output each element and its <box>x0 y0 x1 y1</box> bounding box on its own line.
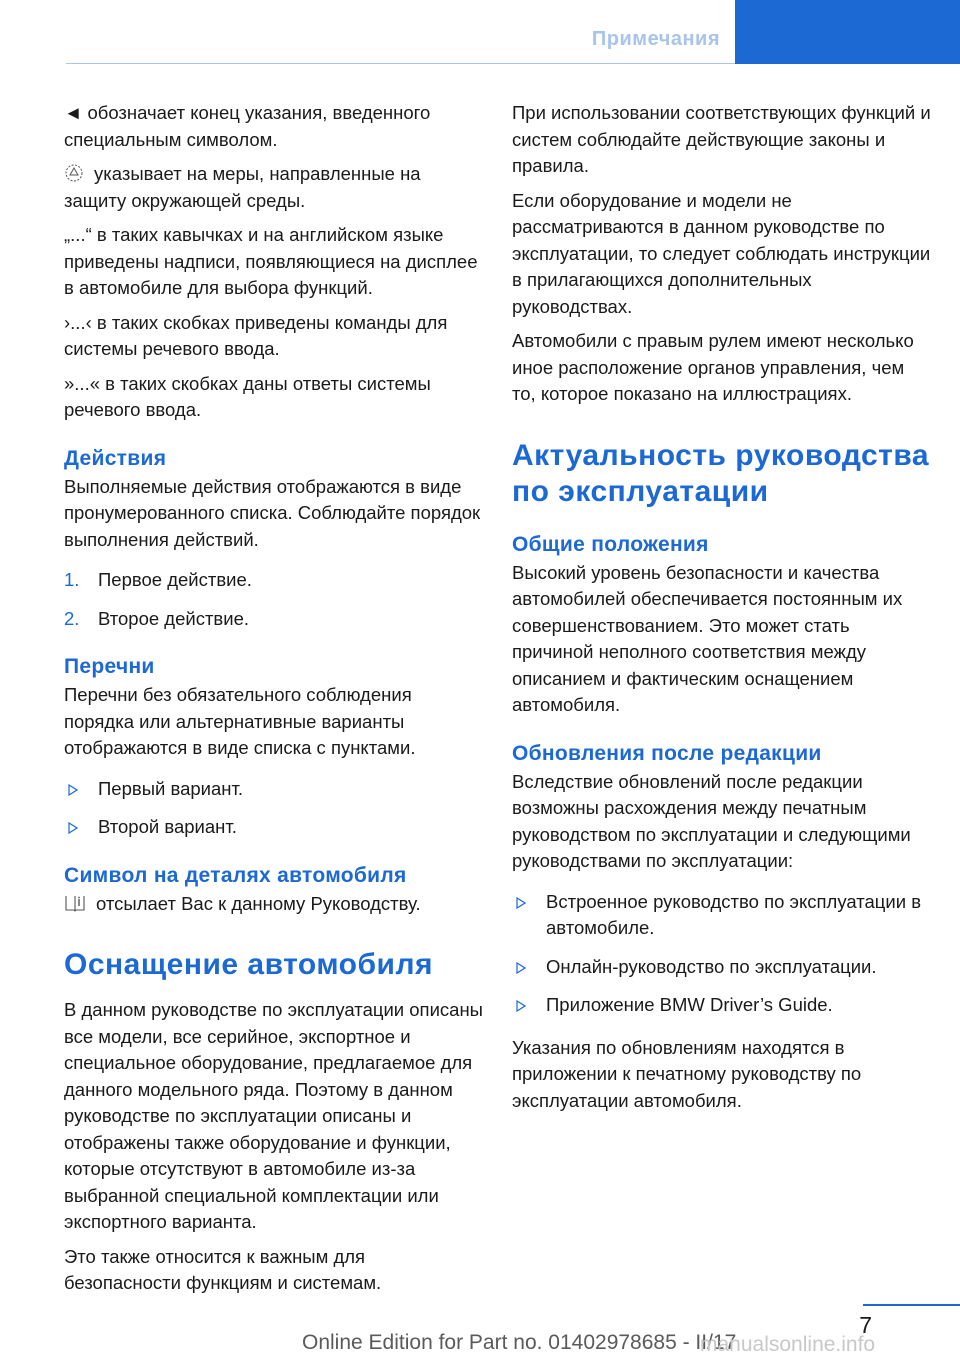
option-text: Второй вариант. <box>98 816 237 837</box>
symbol-heading: Символ на деталях автомобиля <box>64 863 407 887</box>
equipment-paragraph-1: В данном руководстве по эксплуатации описаны все модели, все серийное, экспортное и специальное оборудование, предлагаемое для данного модельного ряда. Поэтому в данном руководстве по эксплуатации описаны и отображены также оборудование и функции, которые отсутствуют в автомобиле из-за выбранной специальной комплектации или экспортного варианта. <box>64 999 483 1232</box>
guide-text: Онлайн-руководство по эксплуатации. <box>546 955 877 977</box>
actions-heading: Действия <box>64 446 167 470</box>
list-item <box>64 814 484 841</box>
footer-divider <box>863 1304 960 1306</box>
updates-note-paragraph: Указания по обновлениям находятся в приложении к печатному руководству по эксплуатации автомобиля. <box>512 1036 862 1111</box>
general-paragraph: Высокий уровень безопасности и качества автомобилей обеспечивается постоянным их совершенствованием. Это может стать причиной неполного соответствия между описанием и фактическим оснащением автомобиля. <box>512 561 903 715</box>
option-text: Первый вариант. <box>98 777 244 799</box>
equipment-heading: Оснащение автомобиля <box>64 948 434 981</box>
bullet-triangle-icon <box>516 897 526 909</box>
guide-text: Приложение BMW Driver’s Guide. <box>546 994 833 1015</box>
updates-heading: Обновления после редакции <box>512 741 822 765</box>
guide-text: Встроенное руководство по эксплуатации в автомобиле. <box>546 890 922 938</box>
symbol-text: отсылает Вас к данному Руководству. <box>96 892 421 914</box>
left-column <box>64 100 484 1305</box>
step-text: Первое действие. <box>98 569 252 590</box>
page-number: 7 <box>859 1312 872 1338</box>
lists-heading: Перечни <box>64 655 155 678</box>
general-heading: Общие положения <box>512 532 709 556</box>
list-item <box>512 889 932 942</box>
equipment-paragraph-2: Это также относится к важным для безопасности функциям и системам. <box>64 1245 382 1293</box>
watermark: manualsonline.info <box>700 1333 876 1356</box>
environment-paragraph <box>64 161 484 214</box>
right-column <box>512 100 932 1122</box>
end-marker-paragraph: ◄ обозначает конец указания, введенного специальным символом. <box>64 102 431 150</box>
bullet-triangle-icon <box>68 784 78 796</box>
list-item <box>64 567 484 594</box>
step-number: 2. <box>64 607 80 629</box>
environment-text: указывает на меры, направленные на защиту окружающей среды. <box>64 163 421 211</box>
actuality-heading: Актуальность руководства по эксплуатации <box>512 438 930 508</box>
list-item <box>64 776 484 803</box>
bullet-triangle-icon <box>516 1000 526 1012</box>
bullet-triangle-icon <box>68 822 78 834</box>
voice-command-paragraph: ›...‹ в таких скобках приведены команды для системы речевого ввода. <box>64 311 448 359</box>
step-number: 1. <box>64 569 80 590</box>
book-icon <box>64 893 86 913</box>
not-covered-paragraph: Если оборудование и модели не рассматриваются в данном руководстве по эксплуатации, то следует соблюдать инструкции в прилагающихся дополнительных руководствах. <box>512 189 931 317</box>
page-section-title: Примечания <box>591 28 720 50</box>
rhd-paragraph: Автомобили с правым рулем имеют несколько иное расположение органов управления, чем то, которое показано на иллюстрациях. <box>512 330 914 404</box>
header-accent-block <box>735 0 960 64</box>
step-text: Второе действие. <box>98 607 250 629</box>
options-list <box>64 776 484 841</box>
voice-response-paragraph: »...« в таких скобках даны ответы системы речевого ввода. <box>64 372 431 420</box>
steps-list <box>64 567 484 632</box>
edition-footer: Online Edition for Part no. 01402978685 - II/17 <box>302 1331 737 1354</box>
list-item <box>512 954 932 981</box>
actions-paragraph: Выполняемые действия отображаются в виде пронумерованного списка. Соблюдайте порядок выполнения действий. <box>64 475 481 550</box>
list-item <box>64 606 484 633</box>
laws-paragraph: При использовании соответствующих функций и систем соблюдайте действующие законы и правила. <box>512 102 931 176</box>
symbol-paragraph <box>64 891 484 918</box>
environment-icon <box>64 163 84 183</box>
updates-paragraph: Вследствие обновлений после редакции возможны расхождения между печатным руководством по эксплуатации и следующими руководствами по эксплуатации: <box>512 770 911 871</box>
quotes-paragraph: „...“ в таких кавычках и на английском языке приведены надписи, появляющиеся на дисплее в автомобиле для выбора функций. <box>64 224 478 298</box>
list-item <box>512 992 932 1019</box>
bullet-triangle-icon <box>516 962 526 974</box>
guides-list <box>512 889 932 1019</box>
lists-paragraph: Перечни без обязательного соблюдения порядка или альтернативные варианты отображаются в виде списка с пунктами. <box>64 684 416 758</box>
header-divider <box>66 63 735 64</box>
